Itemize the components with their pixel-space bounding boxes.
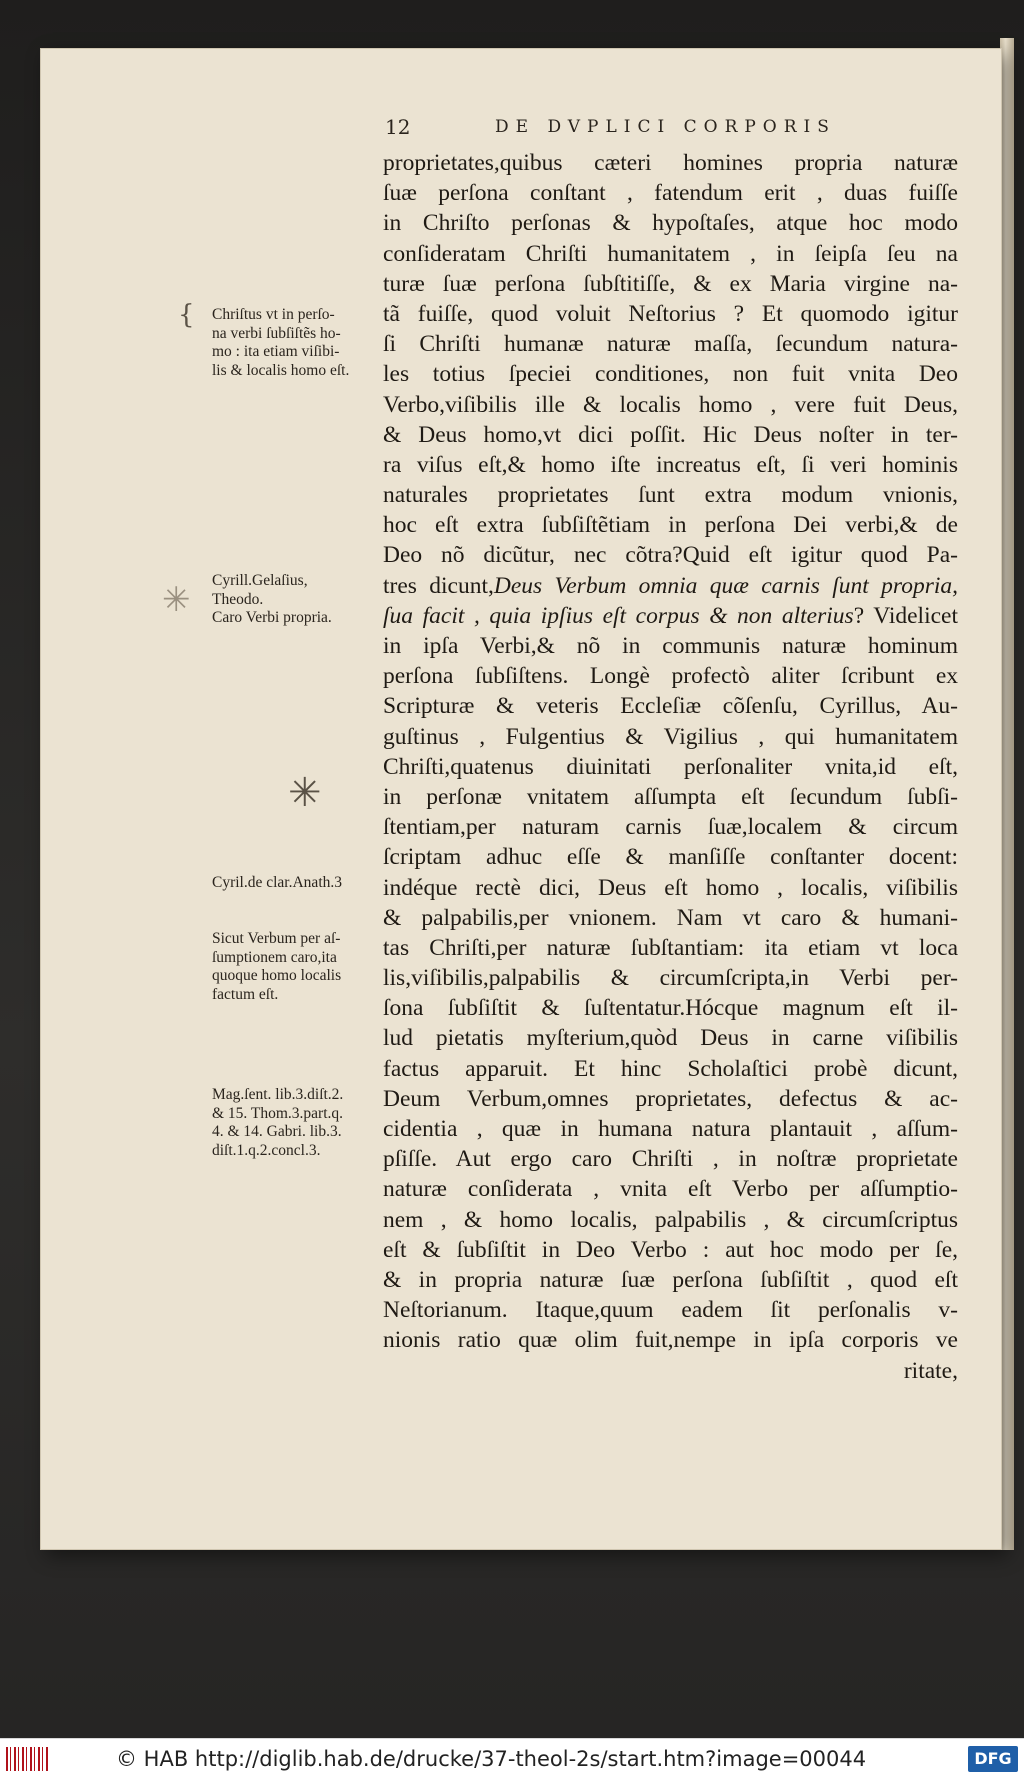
text-line-roman: proprietates,quibus cæteri homines propria naturæ bbox=[383, 150, 958, 176]
text-line-roman: guſtinus , Fulgentius & Vigilius , qui humanitatem bbox=[383, 723, 958, 750]
text-line bbox=[383, 842, 958, 872]
text-line-roman: ſcriptam adhuc eſſe & manſiſſe conſtanter docent: bbox=[383, 844, 958, 871]
text-line bbox=[383, 1114, 958, 1144]
text-line-roman: & palpabilis,per vnionem. Nam vt caro & humani- bbox=[383, 904, 958, 931]
text-line bbox=[383, 299, 958, 329]
margin-note bbox=[212, 306, 377, 380]
text-line bbox=[383, 510, 958, 540]
text-line bbox=[383, 420, 958, 450]
text-line bbox=[383, 812, 958, 842]
text-line-roman: ſuæ perſona conſtant , fatendum erit , duas fuiſſe bbox=[383, 180, 958, 207]
margin-note-line: factum eſt. bbox=[212, 985, 279, 1003]
text-line-roman: naturales proprietates ſunt extra modum vnionis, bbox=[383, 482, 958, 509]
text-line-roman: ſona ſubſiſtit & ſuſtentatur.Hócque magnum eſt il- bbox=[383, 995, 958, 1022]
margin-note-line: Cyril.de clar.Anath.3 bbox=[212, 874, 342, 891]
text-line bbox=[383, 208, 958, 238]
text-line bbox=[383, 1235, 958, 1265]
text-line bbox=[383, 148, 958, 178]
margin-note bbox=[212, 1086, 377, 1160]
text-line-roman: Chriſti,quatenus diuinitati perſonaliter vnita,id eſt, bbox=[383, 753, 958, 780]
text-line bbox=[383, 540, 958, 570]
text-line bbox=[383, 1295, 958, 1325]
annotation-bracket-mark: { bbox=[178, 300, 195, 330]
next-page-edge bbox=[1000, 38, 1014, 1550]
text-line-roman: lis,viſibilis,palpabilis & circumſcripta,in Verbi per- bbox=[383, 965, 958, 992]
text-line-roman: Neſtorianum. Itaque,quum eadem ſit perſonalis v- bbox=[383, 1297, 958, 1324]
text-line-roman: factus apparuit. Et hinc Scholaſtici probè dicunt, bbox=[383, 1055, 958, 1082]
text-line-roman: perſona ſubſiſtens. Longè profectò aliter ſcribunt ex bbox=[383, 663, 958, 690]
text-line-roman: nionis ratio quæ olim fuit,nempe in ipſa corporis ve bbox=[383, 1327, 958, 1354]
text-line-roman: eſt & ſubſiſtit in Deo Verbo : aut hoc modo per ſe, bbox=[383, 1236, 958, 1263]
margin-note-line: Chriſtus vt in perſo- bbox=[212, 306, 335, 323]
source-link[interactable]: © HAB http://diglib.hab.de/drucke/37-theol-2s/start.htm?image=00044 bbox=[116, 1747, 867, 1771]
text-line bbox=[383, 933, 958, 963]
text-line-roman: ra viſus eſt,& homo iſte increatus eſt, ſi veri hominis bbox=[383, 451, 958, 478]
text-line-roman: in Chriſto perſonas & hypoſtaſes, atque hoc modo bbox=[383, 210, 958, 237]
margin-note-line: 4. & 14. Gabri. lib.3. bbox=[212, 1123, 342, 1140]
text-line-italic: ſua facit , quia ipſius eſt corpus & non alterius bbox=[383, 602, 854, 629]
margin-note-line: mo : ita etiam viſibi- bbox=[212, 343, 340, 360]
text-line-roman: nem , & homo localis, palpabilis , & circumſcriptus bbox=[383, 1206, 958, 1233]
text-line bbox=[383, 239, 958, 269]
margin-note-line: Cyrill.Gelaſius, bbox=[212, 572, 308, 589]
margin-note-line: ſumptionem caro,ita bbox=[212, 948, 337, 966]
margin-note-line: diſt.1.q.2.concl.3. bbox=[212, 1141, 321, 1159]
text-line bbox=[383, 178, 958, 208]
text-line bbox=[383, 1265, 958, 1295]
text-line-roman: tres dicunt, bbox=[383, 572, 494, 599]
hab-barcode-icon bbox=[6, 1747, 48, 1771]
text-line bbox=[383, 1054, 958, 1084]
text-line-roman: les totius ſpeciei conditiones, non fuit vnita Deo bbox=[383, 361, 958, 388]
dfg-logo: DFG bbox=[968, 1746, 1018, 1772]
text-line-roman: pſiſſe. Aut ergo caro Chriſti , in noſtræ proprietate bbox=[383, 1146, 958, 1173]
margin-note-line: na verbi ſubſiſtẽs ho- bbox=[212, 324, 341, 342]
margin-note-line: Sicut Verbum per aſ- bbox=[212, 930, 341, 947]
text-line-roman: & in propria naturæ ſuæ perſona ſubſiſtit , quod eſt bbox=[383, 1266, 958, 1293]
text-line-roman: tã fuiſſe, quod voluit Neſtorius ? Et quomodo igitur bbox=[383, 300, 958, 327]
text-line-roman: cidentia , quæ in humana natura plantauit , aſſum- bbox=[383, 1116, 958, 1142]
annotation-asterisk-mark: ✳ bbox=[288, 770, 322, 816]
text-line bbox=[383, 631, 958, 661]
text-line bbox=[383, 903, 958, 933]
text-line bbox=[383, 390, 958, 420]
text-line bbox=[383, 269, 958, 299]
text-line-roman: in ipſa Verbi,& nõ in communis naturæ hominum bbox=[383, 633, 958, 659]
running-head: DE DVPLICI CORPORIS bbox=[495, 117, 836, 137]
text-line bbox=[383, 963, 958, 993]
text-line bbox=[383, 752, 958, 782]
margin-note bbox=[212, 874, 377, 893]
text-line-roman: conſideratam Chriſti humanitatem , in ſeipſa ſeu na bbox=[383, 240, 958, 267]
text-line bbox=[383, 1144, 958, 1174]
text-line bbox=[383, 359, 958, 389]
margin-note-line: & 15. Thom.3.part.q. bbox=[212, 1104, 344, 1122]
text-line-roman: lud pietatis myſterium,quòd Deus in carne viſibilis bbox=[383, 1025, 958, 1052]
text-line bbox=[383, 571, 958, 601]
text-line bbox=[383, 1356, 958, 1386]
text-line bbox=[383, 1023, 958, 1053]
text-line bbox=[383, 601, 958, 631]
margin-note bbox=[212, 572, 377, 628]
page-header bbox=[385, 115, 955, 145]
text-line-roman: hoc eſt extra ſubſiſtẽtiam in perſona Dei verbi,& de bbox=[383, 512, 958, 539]
viewer-footer bbox=[0, 1738, 1024, 1779]
margin-note-line: Caro Verbi propria. bbox=[212, 609, 332, 626]
text-line-roman: indéque rectè dici, Deus eſt homo , localis, viſibilis bbox=[383, 874, 958, 901]
text-line-roman: ſi Chriſti humanæ naturæ maſſa, ſecundum natura- bbox=[383, 331, 958, 358]
margin-note-line: lis & localis homo eſt. bbox=[212, 361, 350, 379]
text-line-roman: Deum Verbum,omnes proprietates, defectus & ac- bbox=[383, 1085, 958, 1112]
text-line bbox=[383, 450, 958, 480]
text-line bbox=[383, 1325, 958, 1355]
text-line-roman: Deo nõ dicũtur, nec cõtra?Quid eſt igitur quod Pa- bbox=[383, 542, 958, 569]
margin-note-line: Theodo. bbox=[212, 590, 264, 608]
text-line bbox=[383, 1174, 958, 1204]
text-line bbox=[383, 329, 958, 359]
text-line bbox=[383, 661, 958, 691]
text-line-roman: in perſonæ vnitatem aſſumpta eſt ſecundum ſubſi- bbox=[383, 783, 958, 810]
annotation-asterisk-mark-faint: ✳ bbox=[162, 580, 191, 620]
text-line-italic: Deus Verbum omnia quæ carnis ſunt propria, bbox=[493, 572, 958, 599]
main-text-block bbox=[383, 148, 958, 1386]
text-line bbox=[383, 1205, 958, 1235]
text-line-roman: tas Chriſti,per naturæ ſubſtantiam: ita etiam vt loca bbox=[383, 934, 958, 961]
text-line-roman: & Deus homo,vt dici poſſit. Hic Deus noſter in ter- bbox=[383, 421, 958, 448]
text-line-roman: naturæ conſiderata , vnita eſt Verbo per aſſumptio- bbox=[383, 1176, 958, 1203]
text-line bbox=[383, 873, 958, 903]
text-line-roman: ritate, bbox=[903, 1357, 958, 1384]
margin-note-line: quoque homo localis bbox=[212, 967, 342, 984]
text-line bbox=[383, 691, 958, 721]
text-line-roman: ſtentiam,per naturam carnis ſuæ,localem & circum bbox=[383, 814, 958, 841]
text-line-after: ? Videlicet bbox=[853, 602, 958, 629]
text-line-roman: Scripturæ & veteris Eccleſiæ cõſenſu, Cyrillus, Au- bbox=[383, 693, 958, 720]
page-number: 12 bbox=[385, 115, 411, 139]
text-line-roman: Verbo,viſibilis ille & localis homo , vere fuit Deus, bbox=[383, 391, 958, 418]
text-line bbox=[383, 480, 958, 510]
text-line bbox=[383, 1084, 958, 1114]
text-line-roman: turæ ſuæ perſona ſubſtitiſſe, & ex Maria virgine na- bbox=[383, 270, 958, 297]
text-line bbox=[383, 722, 958, 752]
text-line bbox=[383, 782, 958, 812]
text-line bbox=[383, 993, 958, 1023]
margin-note bbox=[212, 930, 377, 1004]
margin-note-line: Mag.ſent. lib.3.diſt.2. bbox=[212, 1086, 344, 1103]
